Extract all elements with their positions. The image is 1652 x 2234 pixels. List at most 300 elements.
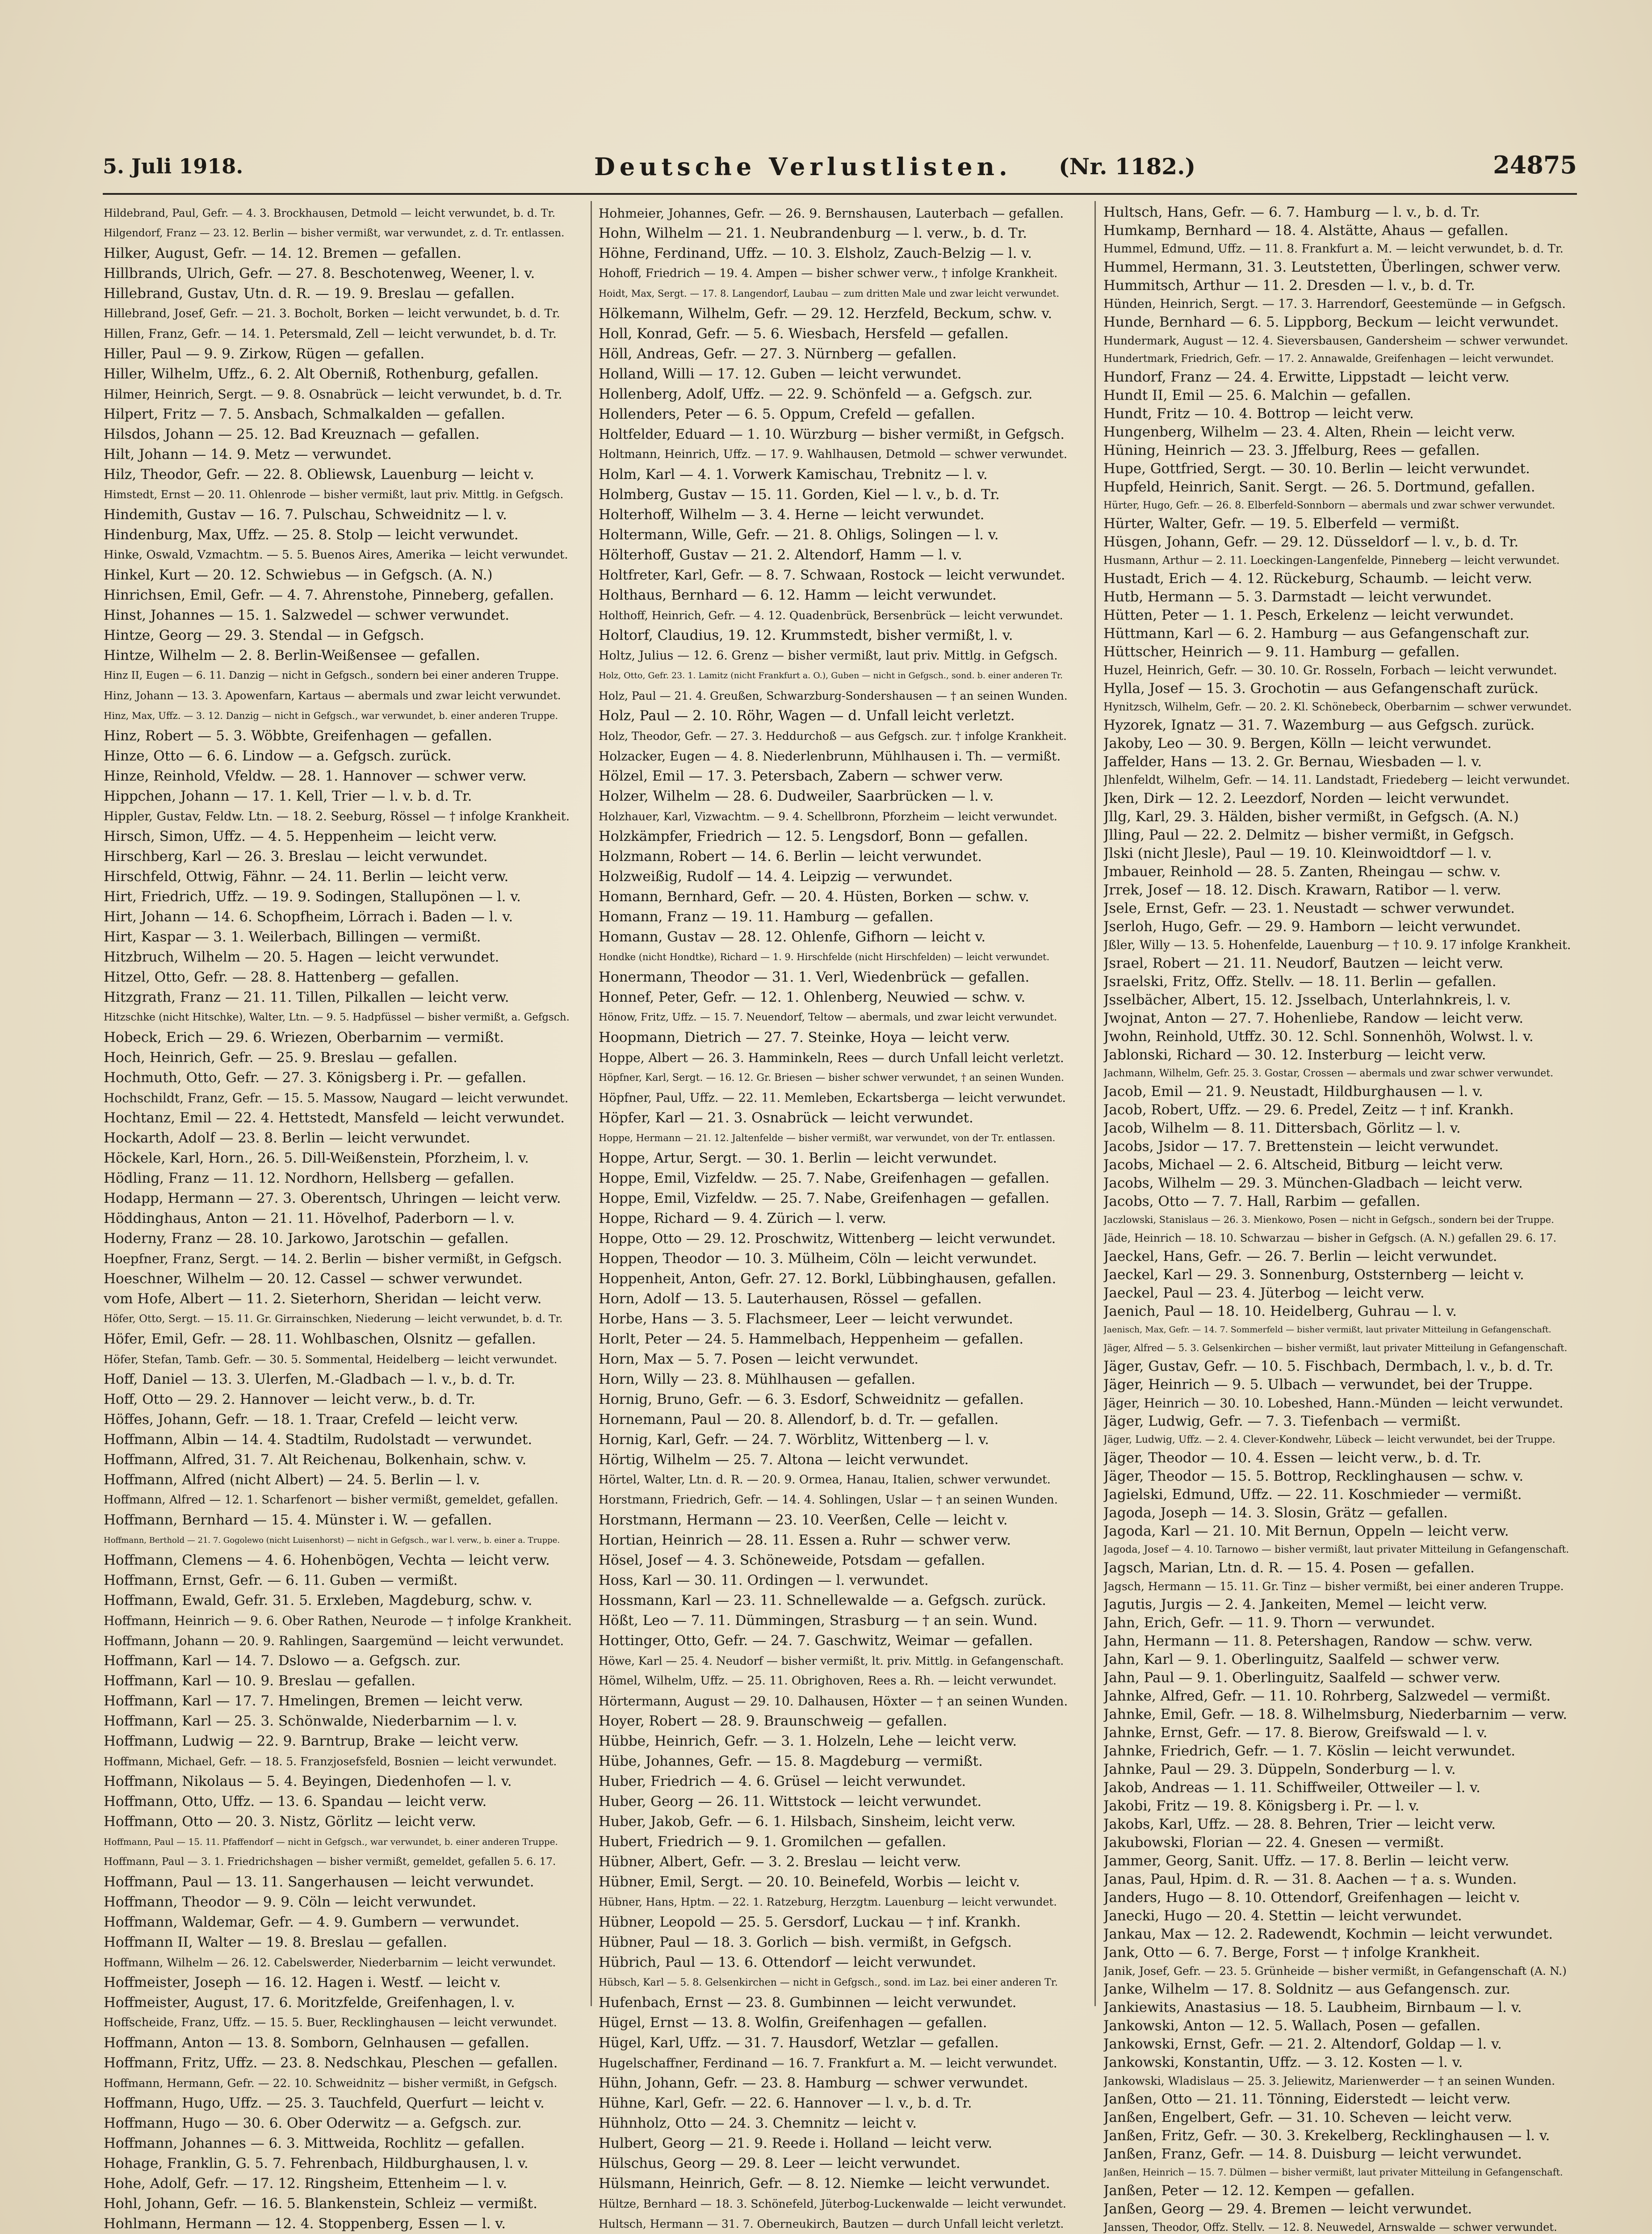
casualty-entry: Holzhauer, Karl, Vizwachtm. — 9. 4. Schellbronn, Pforzheim — leicht verwundet. <box>599 810 1057 823</box>
casualty-entry: Jahn, Hermann — 11. 8. Petershagen, Randow — schw. verw. <box>1103 1633 1533 1649</box>
casualty-entry: Hossmann, Karl — 23. 11. Schnellewalde — a. Gefgsch. zurück. <box>599 1592 1046 1608</box>
casualty-entry: Hübbe, Heinrich, Gefr. — 3. 1. Holzeln, Lehe — leicht verw. <box>599 1733 1017 1749</box>
casualty-entry: Jserloh, Hugo, Gefr. — 29. 9. Hamborn — leicht verwundet. <box>1103 919 1521 935</box>
casualty-entry: Hödling, Franz — 11. 12. Nordhorn, Hellsberg — gefallen. <box>104 1170 515 1186</box>
casualty-entry: Jken, Dirk — 12. 2. Leezdorf, Norden — leicht verwundet. <box>1103 790 1509 806</box>
casualty-entry: Höckele, Karl, Horn., 26. 5. Dill-Weißenstein, Pforzheim, l. v. <box>104 1150 529 1166</box>
casualty-entry: Jagoda, Karl — 21. 10. Mit Bernun, Oppeln — leicht verw. <box>1103 1523 1509 1539</box>
casualty-entry: Hünden, Heinrich, Sergt. — 17. 3. Harrendorf, Geestemünde — in Gefgsch. <box>1103 297 1566 311</box>
casualty-entry: Hornig, Bruno, Gefr. — 6. 3. Esdorf, Schweidnitz — gefallen. <box>599 1391 1024 1407</box>
casualty-entry: Hupfeld, Heinrich, Sanit. Sergt. — 26. 5. Dortmund, gefallen. <box>1103 479 1535 495</box>
casualty-entry: Holzkämpfer, Friedrich — 12. 5. Lengsdorf, Bonn — gefallen. <box>599 828 1028 844</box>
casualty-entry: Holthaus, Bernhard — 6. 12. Hamm — leicht verwundet. <box>599 587 997 603</box>
casualty-entry: Jllg, Karl, 29. 3. Hälden, bisher vermißt, in Gefgsch. (A. N.) <box>1103 809 1519 825</box>
casualty-entry: Jagsch, Marian, Ltn. d. R. — 15. 4. Posen — gefallen. <box>1103 1560 1475 1576</box>
casualty-entry: Holtmann, Heinrich, Uffz. — 17. 9. Wahlhausen, Detmold — schwer verwundet. <box>599 448 1068 461</box>
casualty-entry: Hoffmann, Paul — 15. 11. Pfaffendorf — nicht in Gefgsch., war verwundet, b. einer anderen Truppe. <box>104 1836 558 1847</box>
casualty-entry: Hößt, Leo — 7. 11. Dümmingen, Strasburg — † an sein. Wund. <box>599 1613 1038 1629</box>
casualty-entry: Hörtel, Walter, Ltn. d. R. — 20. 9. Ormea, Hanau, Italien, schwer verwundet. <box>599 1473 1051 1487</box>
casualty-entry: Hoffmann, Nikolaus — 5. 4. Beyingen, Diedenhofen — l. v. <box>104 1773 512 1789</box>
casualty-entry: Holtfreter, Karl, Gefr. — 8. 7. Schwaan, Rostock — leicht verwundet. <box>599 567 1065 583</box>
casualty-entry: Hitzel, Otto, Gefr. — 28. 8. Hattenberg — gefallen. <box>104 969 459 985</box>
casualty-entry: Hoffmann, Paul — 13. 11. Sangerhausen — leicht verwundet. <box>104 1874 534 1890</box>
casualty-entry: Hoidt, Max, Sergt. — 17. 8. Langendorf, Laubau — zum dritten Male und zwar leicht verwundet. <box>599 288 1060 299</box>
casualty-entry: Hohoff, Friedrich — 19. 4. Ampen — bisher schwer verw., † infolge Krankheit. <box>599 267 1058 280</box>
casualty-entry: Husmann, Arthur — 2. 11. Loeckingen-Langenfelde, Pinneberg — leicht verwundet. <box>1103 554 1560 567</box>
casualty-entry: Hoffmann, Karl — 14. 7. Dslowo — a. Gefgsch. zur. <box>104 1653 461 1669</box>
casualty-entry: Jagoda, Joseph — 14. 3. Slosin, Grätz — gefallen. <box>1103 1505 1448 1521</box>
casualty-entry: Hockarth, Adolf — 23. 8. Berlin — leicht verwundet. <box>104 1130 470 1146</box>
casualty-entry: Hübe, Johannes, Gefr. — 15. 8. Magdeburg — vermißt. <box>599 1753 983 1769</box>
casualty-entry: Jankowski, Konstantin, Uffz. — 3. 12. Kosten — l. v. <box>1103 2054 1463 2070</box>
casualty-entry: Hindemith, Gustav — 16. 7. Pulschau, Schweidnitz — l. v. <box>104 507 507 523</box>
casualty-entry: Hoffmann, Berthold — 21. 7. Gogolewo (nicht Luisenhorst) — nicht in Gefgsch., war l. verw., b. einer a. Truppe. <box>104 1536 560 1545</box>
casualty-entry: Hültze, Bernhard — 18. 3. Schönefeld, Jüterbog-Luckenwalde — leicht verwundet. <box>599 2197 1066 2210</box>
casualty-entry: Jahnke, Friedrich, Gefr. — 1. 7. Köslin — leicht verwundet. <box>1103 1743 1516 1759</box>
casualty-entry: Hiller, Wilhelm, Uffz., 6. 2. Alt Oberniß, Rothenburg, gefallen. <box>104 366 539 382</box>
casualty-entry: Jahnke, Alfred, Gefr. — 11. 10. Rohrberg, Salzwedel — vermißt. <box>1103 1688 1551 1704</box>
casualty-entry: Hoch, Heinrich, Gefr. — 25. 9. Breslau — gefallen. <box>104 1050 457 1066</box>
casualty-entry: Hoffmann, Alfred — 12. 1. Scharfenort — bisher vermißt, gemeldet, gefallen. <box>104 1493 558 1507</box>
casualty-entry: Jlski (nicht Jlesle), Paul — 19. 10. Kleinwoidtdorf — l. v. <box>1103 845 1492 861</box>
casualty-entry: Höpfner, Paul, Uffz. — 22. 11. Memleben, Eckartsberga — leicht verwundet. <box>599 1091 1066 1105</box>
casualty-entry: Hirsch, Simon, Uffz. — 4. 5. Heppenheim — leicht verw. <box>104 828 497 844</box>
casualty-entry: Hilpert, Fritz — 7. 5. Ansbach, Schmalkalden — gefallen. <box>104 406 505 422</box>
casualty-entry: Höwe, Karl — 25. 4. Neudorf — bisher vermißt, lt. priv. Mittlg. in Gefangenschaft. <box>599 1655 1064 1667</box>
casualty-entry: Hügel, Ernst — 13. 8. Wolfin, Greifenhagen — gefallen. <box>599 2015 987 2031</box>
casualty-entry: Hornemann, Paul — 20. 8. Allendorf, b. d. Tr. — gefallen. <box>599 1411 999 1428</box>
casualty-entry: Janßen, Georg — 29. 4. Bremen — leicht verwundet. <box>1103 2201 1472 2217</box>
casualty-entry: Hoffmann, Johannes — 6. 3. Mittweida, Rochlitz — gefallen. <box>104 2135 525 2151</box>
casualty-entry: Himstedt, Ernst — 20. 11. Ohlenrode — bisher vermißt, laut priv. Mittlg. in Gefgsch. <box>104 488 564 501</box>
casualty-entry: Hitzbruch, Wilhelm — 20. 5. Hagen — leicht verwundet. <box>104 949 499 965</box>
casualty-entry: Hinze, Otto — 6. 6. Lindow — a. Gefgsch. zurück. <box>104 748 452 764</box>
column-left <box>104 203 573 2234</box>
casualty-entry: Hillbrands, Ulrich, Gefr. — 27. 8. Beschotenweg, Weener, l. v. <box>104 265 535 281</box>
casualty-entry: Hüttmann, Karl — 6. 2. Hamburg — aus Gefangenschaft zur. <box>1103 626 1530 642</box>
casualty-entry: Höpfer, Karl — 21. 3. Osnabrück — leicht verwundet. <box>599 1110 973 1126</box>
casualty-entry: Homann, Bernhard, Gefr. — 20. 4. Hüsten, Borken — schw. v. <box>599 889 1030 905</box>
casualty-entry: Höhne, Ferdinand, Uffz. — 10. 3. Elsholz, Zauch-Belzig — l. v. <box>599 245 1032 261</box>
header-rule <box>103 193 1577 195</box>
casualty-entry: Hippchen, Johann — 17. 1. Kell, Trier — l. v. b. d. Tr. <box>104 788 472 804</box>
casualty-entry: Hoffmann, Theodor — 9. 9. Cöln — leicht verwundet. <box>104 1894 477 1910</box>
casualty-entry: Hoffmann, Otto — 20. 3. Nistz, Görlitz — leicht verw. <box>104 1814 476 1830</box>
casualty-entry: Hinz, Max, Uffz. — 3. 12. Danzig — nicht in Gefgsch., war verwundet, b. einer anderen Truppe. <box>104 710 558 721</box>
casualty-entry: Hyzorek, Ignatz — 31. 7. Wazemburg — aus Gefgsch. zurück. <box>1103 717 1535 733</box>
casualty-entry: Honermann, Theodor — 31. 1. Verl, Wiedenbrück — gefallen. <box>599 969 1030 985</box>
casualty-entry: Höfer, Emil, Gefr. — 28. 11. Wohlbaschen, Olsnitz — gefallen. <box>104 1331 536 1347</box>
casualty-entry: Hoffmann, Hugo, Uffz. — 25. 3. Tauchfeld, Querfurt — leicht v. <box>104 2095 545 2111</box>
casualty-entry: Horlt, Peter — 24. 5. Hammelbach, Heppenheim — gefallen. <box>599 1331 1024 1347</box>
casualty-entry: Hulbert, Georg — 21. 9. Reede i. Holland — leicht verw. <box>599 2135 993 2151</box>
casualty-entry: Holz, Paul — 2. 10. Röhr, Wagen — d. Unfall leicht verletzt. <box>599 708 1015 724</box>
casualty-entry: Jahnke, Paul — 29. 3. Düppeln, Sonderburg — l. v. <box>1103 1761 1456 1777</box>
casualty-entry: Hillen, Franz, Gefr. — 14. 1. Petersmald, Zell — leicht verwundet, b. d. Tr. <box>104 327 557 341</box>
casualty-entry: Hitzschke (nicht Hitschke), Walter, Ltn. — 9. 5. Hadpfüssel — bisher vermißt, a. Gefgsch. <box>104 1012 570 1023</box>
casualty-entry: Hinkel, Kurt — 20. 12. Schwiebus — in Gefgsch. (A. N.) <box>104 567 493 583</box>
casualty-entry: Hoffmann, Alfred (nicht Albert) — 24. 5. Berlin — l. v. <box>104 1472 480 1488</box>
casualty-entry: Hundertmark, Friedrich, Gefr. — 17. 2. Annawalde, Greifenhagen — leicht verwundet. <box>1103 353 1554 365</box>
casualty-entry: Hundt, Fritz — 10. 4. Bottrop — leicht verw. <box>1103 406 1414 422</box>
casualty-entry: Hippler, Gustav, Feldw. Ltn. — 18. 2. Seeburg, Rössel — † infolge Krankheit. <box>104 810 570 823</box>
casualty-entry: Hoffmann, Waldemar, Gefr. — 4. 9. Gumbern — verwundet. <box>104 1914 520 1930</box>
casualty-entry: Janik, Josef, Gefr. — 23. 5. Grünheide — bisher vermißt, in Gefangenschaft (A. N.) <box>1103 1965 1567 1978</box>
casualty-entry: Hoffmann, Bernhard — 15. 4. Münster i. W. — gefallen. <box>104 1512 492 1528</box>
casualty-entry: Jaenisch, Max, Gefr. — 14. 7. Sommerfeld — bisher vermißt, laut privater Mitteilung in Gefangenschaft. <box>1103 1325 1551 1335</box>
casualty-entry: Hilmer, Heinrich, Sergt. — 9. 8. Osnabrück — leicht verwundet, b. d. Tr. <box>104 387 562 402</box>
casualty-entry: Hohage, Franklin, G. 5. 7. Fehrenbach, Hildburghausen, l. v. <box>104 2155 528 2171</box>
casualty-entry: Hoopmann, Dietrich — 27. 7. Steinke, Hoya — leicht verw. <box>599 1029 1010 1046</box>
casualty-entry: Hinz, Robert — 5. 3. Wöbbte, Greifenhagen — gefallen. <box>104 728 492 744</box>
casualty-entry: Hülschus, Georg — 29. 8. Leer — leicht verwundet. <box>599 2155 960 2171</box>
casualty-entry: Hörtermann, August — 29. 10. Dalhausen, Höxter — † an seinen Wunden. <box>599 1694 1068 1709</box>
casualty-entry: Hoffmann, Paul — 3. 1. Friedrichshagen — bisher vermißt, gemeldet, gefallen 5. 6. 17. <box>104 1856 556 1868</box>
casualty-entry: Jaeckel, Paul — 23. 4. Jüterbog — leicht verw. <box>1103 1285 1425 1301</box>
casualty-entry: Jagsch, Hermann — 15. 11. Gr. Tinz — bisher vermißt, bei einer anderen Truppe. <box>1103 1580 1564 1593</box>
casualty-entry: Hollenders, Peter — 6. 5. Oppum, Crefeld — gefallen. <box>599 406 975 422</box>
casualty-entry: Jäde, Heinrich — 18. 10. Schwarzau — bisher in Gefgsch. (A. N.) gefallen 29. 6. 17. <box>1103 1232 1557 1244</box>
casualty-entry: Humkamp, Bernhard — 18. 4. Alstätte, Ahaus — gefallen. <box>1103 223 1509 239</box>
casualty-entry: Jmbauer, Reinhold — 28. 5. Zanten, Rheingau — schw. v. <box>1103 864 1501 880</box>
casualty-entry: Hoffmann II, Walter — 19. 8. Breslau — gefallen. <box>104 1934 448 1950</box>
casualty-entry: Hoffmann, Fritz, Uffz. — 23. 8. Nedschkau, Pleschen — gefallen. <box>104 2055 558 2071</box>
casualty-entry: Jankowski, Anton — 12. 5. Wallach, Posen — gefallen. <box>1103 2018 1481 2034</box>
casualty-entry: Jaeckel, Hans, Gefr. — 26. 7. Berlin — leicht verwundet. <box>1103 1248 1497 1264</box>
column-right <box>1103 203 1572 2234</box>
casualty-entry: Jäger, Alfred — 5. 3. Gelsenkirchen — bisher vermißt, laut privater Mitteilung in Gefangenschaft. <box>1103 1343 1568 1353</box>
casualty-entry: Jahn, Karl — 9. 1. Oberlinguitz, Saalfeld — schwer verw. <box>1103 1651 1500 1667</box>
casualty-entry: Hobeck, Erich — 29. 6. Wriezen, Oberbarnim — vermißt. <box>104 1029 504 1046</box>
casualty-entry: Hinke, Oswald, Vzmachtm. — 5. 5. Buenos Aires, Amerika — leicht verwundet. <box>104 548 568 562</box>
casualty-entry: Hufenbach, Ernst — 23. 8. Gumbinnen — leicht verwundet. <box>599 1995 1017 2011</box>
casualty-entry: Jsselbächer, Albert, 15. 12. Jsselbach, Unterlahnkreis, l. v. <box>1103 992 1511 1008</box>
casualty-entry: Janßen, Franz, Gefr. — 14. 8. Duisburg — leicht verwundet. <box>1103 2146 1522 2162</box>
casualty-entry: Horstmann, Friedrich, Gefr. — 14. 4. Sohlingen, Uslar — † an seinen Wunden. <box>599 1493 1058 1507</box>
casualty-entry: Hitzgrath, Franz — 21. 11. Tillen, Pilkallen — leicht verw. <box>104 989 509 1005</box>
casualty-entry: Hübner, Albert, Gefr. — 3. 2. Breslau — leicht verw. <box>599 1854 961 1870</box>
casualty-entry: Janßen, Otto — 21. 11. Tönning, Eiderstedt — leicht verw. <box>1103 2091 1511 2107</box>
casualty-entry: Hustadt, Erich — 4. 12. Rückeburg, Schaumb. — leicht verw. <box>1103 571 1532 587</box>
casualty-entry: Jakoby, Leo — 30. 9. Bergen, Kölln — leicht verwundet. <box>1103 735 1492 752</box>
casualty-entry: Hinze, Reinhold, Vfeldw. — 28. 1. Hannover — schwer verw. <box>104 768 527 784</box>
casualty-entry: Jhlenfeldt, Wilhelm, Gefr. — 14. 11. Landstadt, Friedeberg — leicht verwundet. <box>1103 773 1570 787</box>
casualty-entry: Jahn, Paul — 9. 1. Oberlinguitz, Saalfeld — schwer verw. <box>1103 1670 1501 1686</box>
casualty-entry: Hoppe, Hermann — 21. 12. Jaltenfelde — bisher vermißt, war verwundet, von der Tr. entlassen. <box>599 1133 1056 1143</box>
casualty-entry: Hubert, Friedrich — 9. 1. Gromilchen — gefallen. <box>599 1834 947 1850</box>
casualty-entry: Hutb, Hermann — 5. 3. Darmstadt — leicht verwundet. <box>1103 589 1492 605</box>
casualty-entry: Hirt, Johann — 14. 6. Schopfheim, Lörrach i. Baden — l. v. <box>104 909 513 925</box>
casualty-entry: Hohlmann, Hermann — 12. 4. Stoppenberg, Essen — l. v. <box>104 2216 506 2232</box>
casualty-entry: Jagielski, Edmund, Uffz. — 22. 11. Koschmieder — vermißt. <box>1103 1487 1522 1503</box>
casualty-entry: Jankowski, Wladislaus — 25. 3. Jeliewitz, Marienwerder — † an seinen Wunden. <box>1103 2074 1556 2087</box>
casualty-entry: Hübner, Hans, Hptm. — 22. 1. Ratzeburg, Herzgtm. Lauenburg — leicht verwundet. <box>599 1896 1057 1908</box>
casualty-entry: Jaffelder, Hans — 13. 2. Gr. Bernau, Wiesbaden — l. v. <box>1103 754 1482 770</box>
casualty-entry: Jsrael, Robert — 21. 11. Neudorf, Bautzen — leicht verw. <box>1103 955 1504 971</box>
casualty-entry: Jammer, Georg, Sanit. Uffz. — 17. 8. Berlin — leicht verw. <box>1103 1853 1509 1869</box>
casualty-entry: Janßen, Heinrich — 15. 7. Dülmen — bisher vermißt, laut privater Mitteilung in Gefangenschaft. <box>1103 2167 1563 2178</box>
casualty-entry: Jank, Otto — 6. 7. Berge, Forst — † infolge Krankheit. <box>1103 1944 1480 1961</box>
casualty-entry: Hühne, Karl, Gefr. — 22. 6. Hannover — l. v., b. d. Tr. <box>599 2095 972 2111</box>
casualty-entry: Hürter, Walter, Gefr. — 19. 5. Elberfeld — vermißt. <box>1103 516 1460 532</box>
casualty-entry: Hoppenheit, Anton, Gefr. 27. 12. Borkl, Lübbinghausen, gefallen. <box>599 1271 1057 1287</box>
casualty-entry: Hochschildt, Franz, Gefr. — 15. 5. Massow, Naugard — leicht verwundet. <box>104 1091 569 1105</box>
casualty-entry: Hirt, Kaspar — 3. 1. Weilerbach, Billingen — vermißt. <box>104 929 481 945</box>
casualty-entry: Holzacker, Eugen — 4. 8. Niederlenbrunn, Mühlhausen i. Th. — vermißt. <box>599 749 1061 764</box>
casualty-entry: Hübrich, Paul — 13. 6. Ottendorf — leicht verwundet. <box>599 1954 977 1970</box>
casualty-entry: Horstmann, Hermann — 23. 10. Veerßen, Celle — leicht v. <box>599 1512 1008 1528</box>
casualty-entry: Hügel, Karl, Uffz. — 31. 7. Hausdorf, Wetzlar — gefallen. <box>599 2035 999 2051</box>
column-divider <box>1094 201 1096 2006</box>
casualty-entry: Jäger, Gustav, Gefr. — 10. 5. Fischbach, Dermbach, l. v., b. d. Tr. <box>1103 1358 1554 1374</box>
casualty-entry: Höddinghaus, Anton — 21. 11. Hövelhof, Paderborn — l. v. <box>104 1210 515 1226</box>
casualty-entry: Hoffmann, Hermann, Gefr. — 22. 10. Schweidnitz — bisher vermißt, in Gefgsch. <box>104 2077 558 2090</box>
casualty-entry: Hoffmann, Heinrich — 9. 6. Ober Rathen, Neurode — † infolge Krankheit. <box>104 1613 572 1628</box>
casualty-entry: Hoppen, Theodor — 10. 3. Mülheim, Cöln — leicht verwundet. <box>599 1251 1037 1267</box>
casualty-entry: Hohe, Adolf, Gefr. — 17. 12. Ringsheim, Ettenheim — l. v. <box>104 2175 507 2192</box>
casualty-entry: Hinz II, Eugen — 6. 11. Danzig — nicht in Gefgsch., sondern bei einer anderen Truppe. <box>104 670 559 681</box>
casualty-entry: Hilgendorf, Franz — 23. 12. Berlin — bisher vermißt, war verwundet, z. d. Tr. entlassen. <box>104 227 565 239</box>
casualty-entry: Hollenberg, Adolf, Uffz. — 22. 9. Schönfeld — a. Gefgsch. zur. <box>599 386 1033 402</box>
casualty-entry: Janßen, Engelbert, Gefr. — 31. 10. Scheven — leicht verw. <box>1103 2109 1512 2125</box>
casualty-entry: Hinst, Johannes — 15. 1. Salzwedel — schwer verwundet. <box>104 607 510 623</box>
casualty-entry: Hintze, Wilhelm — 2. 8. Berlin-Weißensee — gefallen. <box>104 647 480 663</box>
casualty-entry: Hoderny, Franz — 28. 10. Jarkowo, Jarotschin — gefallen. <box>104 1230 509 1247</box>
casualty-entry: Hoeschner, Wilhelm — 20. 12. Cassel — schwer verwundet. <box>104 1271 523 1287</box>
casualty-entry: Janke, Wilhelm — 17. 8. Soldnitz — aus Gefangensch. zur. <box>1103 1981 1510 1997</box>
casualty-entry: Hüning, Heinrich — 23. 3. Jffelburg, Rees — gefallen. <box>1103 442 1480 458</box>
casualty-entry: Holterhoff, Wilhelm — 3. 4. Herne — leicht verwundet. <box>599 507 985 523</box>
casualty-entry: Hoppe, Albert — 26. 3. Hamminkeln, Rees — durch Unfall leicht verletzt. <box>599 1050 1064 1065</box>
casualty-entry: Huzel, Heinrich, Gefr. — 30. 10. Gr. Rosseln, Forbach — leicht verwundet. <box>1103 663 1557 677</box>
casualty-entry: Hinz, Johann — 13. 3. Apowenfarn, Kartaus — abermals und zwar leicht verwundet. <box>104 689 561 702</box>
casualty-entry: Huber, Jakob, Gefr. — 6. 1. Hilsbach, Sinsheim, leicht verw. <box>599 1814 1016 1830</box>
casualty-entry: Hylla, Josef — 15. 3. Grochotin — aus Gefangenschaft zurück. <box>1103 680 1539 697</box>
casualty-entry: Hundorf, Franz — 24. 4. Erwitte, Lippstadt — leicht verw. <box>1103 369 1509 385</box>
casualty-entry: Hundermark, August — 12. 4. Sieversbausen, Gandersheim — schwer verwundet. <box>1103 334 1568 347</box>
casualty-entry: Hönow, Fritz, Uffz. — 15. 7. Neuendorf, Teltow — abermals, und zwar leicht verwundet. <box>599 1012 1057 1023</box>
casualty-entry: Hoppe, Richard — 9. 4. Zürich — l. verw. <box>599 1210 887 1226</box>
casualty-entry: Jacob, Emil — 21. 9. Neustadt, Hildburghausen — l. v. <box>1103 1083 1483 1100</box>
casualty-entry: Hühnholz, Otto — 24. 3. Chemnitz — leicht v. <box>599 2115 917 2131</box>
casualty-entry: Hösel, Josef — 4. 3. Schöneweide, Potsdam — gefallen. <box>599 1552 985 1568</box>
casualty-entry: Hoyer, Robert — 28. 9. Braunschweig — gefallen. <box>599 1713 948 1729</box>
casualty-entry: Hortian, Heinrich — 28. 11. Essen a. Ruhr — schwer verw. <box>599 1532 1011 1548</box>
casualty-entry: Hillebrand, Gustav, Utn. d. R. — 19. 9. Breslau — gefallen. <box>104 286 515 302</box>
casualty-entry: Janas, Paul, Hpim. d. R. — 31. 8. Aachen — † a. s. Wunden. <box>1103 1871 1517 1887</box>
casualty-entry: Hilsdos, Johann — 25. 12. Bad Kreuznach — gefallen. <box>104 426 480 442</box>
casualty-entry: Hoffmann, Hugo — 30. 6. Ober Oderwitz — a. Gefgsch. zur. <box>104 2115 522 2131</box>
casualty-entry: Jäger, Ludwig, Uffz. — 2. 4. Clever-Kondwehr, Lübeck — leicht verwundet, bei der Truppe. <box>1103 1434 1556 1445</box>
casualty-entry: Hornig, Karl, Gefr. — 24. 7. Wörblitz, Wittenberg — l. v. <box>599 1432 989 1448</box>
casualty-entry: Honnef, Peter, Gefr. — 12. 1. Ohlenberg, Neuwied — schw. v. <box>599 989 1026 1005</box>
casualty-entry: Hirschberg, Karl — 26. 3. Breslau — leicht verwundet. <box>104 848 488 865</box>
casualty-entry: Holz, Theodor, Gefr. — 27. 3. Heddurchoß — aus Gefgsch. zur. † infolge Krankheit. <box>599 730 1067 743</box>
casualty-entry: Horn, Max — 5. 7. Posen — leicht verwundet. <box>599 1351 919 1367</box>
casualty-entry: Holtz, Julius — 12. 6. Grenz — bisher vermißt, laut priv. Mittlg. in Gefgsch. <box>599 649 1058 663</box>
casualty-entry: Homann, Franz — 19. 11. Hamburg — gefallen. <box>599 909 934 925</box>
casualty-entry: Jwojnat, Anton — 27. 7. Hohenliebe, Randow — leicht verw. <box>1103 1010 1524 1026</box>
casualty-entry: Hoffmann, Michael, Gefr. — 18. 5. Franzjosefsfeld, Bosnien — leicht verwundet. <box>104 1755 557 1768</box>
casualty-entry: Holzweißig, Rudolf — 14. 4. Leipzig — verwundet. <box>599 869 953 885</box>
casualty-entry: Janßen, Peter — 12. 12. Kempen — gefallen. <box>1103 2183 1415 2199</box>
casualty-entry: Hillebrand, Josef, Gefr. — 21. 3. Bocholt, Borken — leicht verwundet, b. d. Tr. <box>104 307 560 320</box>
casualty-entry: Höfer, Otto, Sergt. — 15. 11. Gr. Girrainschken, Niederung — leicht verwundet, b. d. Tr. <box>104 1313 563 1325</box>
casualty-entry: Holzmann, Robert — 14. 6. Berlin — leicht verwundet. <box>599 848 982 865</box>
casualty-entry: Jäger, Theodor — 15. 5. Bottrop, Recklinghausen — schw. v. <box>1103 1468 1524 1484</box>
casualty-entry: Hoffmann, Ernst, Gefr. — 6. 11. Guben — vermißt. <box>104 1572 458 1588</box>
casualty-entry: Hummel, Edmund, Uffz. — 11. 8. Frankfurt a. M. — leicht verwundet, b. d. Tr. <box>1103 242 1564 256</box>
issue-date: 5. Juli 1918. <box>103 154 243 178</box>
casualty-entry: Hohl, Johann, Gefr. — 16. 5. Blankenstein, Schleiz — vermißt. <box>104 2196 537 2212</box>
casualty-entry: Hohn, Wilhelm — 21. 1. Neubrandenburg — l. verw., b. d. Tr. <box>599 225 1027 241</box>
casualty-entry: Jäger, Theodor — 10. 4. Essen — leicht verw., b. d. Tr. <box>1103 1450 1481 1466</box>
casualty-entry: Jahnke, Emil, Gefr. — 18. 8. Wilhelmsburg, Niederbarnim — verw. <box>1103 1706 1568 1722</box>
casualty-entry: Hirt, Friedrich, Uffz. — 19. 9. Sodingen, Stallupönen — l. v. <box>104 889 521 905</box>
casualty-entry: Hölterhoff, Gustav — 21. 2. Altendorf, Hamm — l. v. <box>599 547 962 563</box>
casualty-entry: Hüttscher, Heinrich — 9. 11. Hamburg — gefallen. <box>1103 644 1460 660</box>
casualty-entry: Jahnke, Ernst, Gefr. — 17. 8. Bierow, Greifswald — l. v. <box>1103 1725 1488 1741</box>
casualty-entry: Hugelschaffner, Ferdinand — 16. 7. Frankfurt a. M. — leicht verwundet. <box>599 2056 1057 2070</box>
casualty-entry: Jäger, Ludwig, Gefr. — 7. 3. Tiefenbach — vermißt. <box>1103 1413 1461 1429</box>
casualty-entry: Hoffmann, Karl — 25. 3. Schönwalde, Niederbarnim — l. v. <box>104 1713 517 1729</box>
casualty-entry: Höll, Andreas, Gefr. — 27. 3. Nürnberg — gefallen. <box>599 346 957 362</box>
casualty-entry: Hoppe, Emil, Vizfeldw. — 25. 7. Nabe, Greifenhagen — gefallen. <box>599 1190 1050 1206</box>
casualty-entry: Hochtanz, Emil — 22. 4. Hettstedt, Mansfeld — leicht verwundet. <box>104 1110 565 1126</box>
casualty-entry: Höffes, Johann, Gefr. — 18. 1. Traar, Crefeld — leicht verw. <box>104 1411 518 1428</box>
casualty-entry: Holtorf, Claudius, 19. 12. Krummstedt, bisher vermißt, l. v. <box>599 627 1013 643</box>
casualty-entry: Jacob, Wilhelm — 8. 11. Dittersbach, Görlitz — l. v. <box>1103 1120 1461 1136</box>
issue-number: (Nr. 1182.) <box>1059 153 1196 180</box>
casualty-entry: Jaeckel, Karl — 29. 3. Sonnenburg, Oststernberg — leicht v. <box>1103 1267 1524 1283</box>
casualty-entry: Hürter, Hugo, Gefr. — 26. 8. Elberfeld-Sonnborn — abermals und zwar schwer verwundet. <box>1103 500 1556 511</box>
casualty-entry: Hoff, Daniel — 13. 3. Ulerfen, M.-Gladbach — l. v., b. d. Tr. <box>104 1371 516 1387</box>
casualty-entry: Jankowski, Ernst, Gefr. — 21. 2. Altendorf, Goldap — l. v. <box>1103 2036 1502 2052</box>
casualty-entry: Holmberg, Gustav — 15. 11. Gorden, Kiel — l. v., b. d. Tr. <box>599 487 1000 503</box>
casualty-entry: Hoffmeister, Joseph — 16. 12. Hagen i. Westf. — leicht v. <box>104 1974 501 1990</box>
casualty-entry: Jsele, Ernst, Gefr. — 23. 1. Neustadt — schwer verwundet. <box>1103 900 1515 916</box>
casualty-entry: Hunde, Bernhard — 6. 5. Lippborg, Beckum — leicht verwundet. <box>1103 314 1559 330</box>
casualty-entry: Hintze, Georg — 29. 3. Stendal — in Gefgsch. <box>104 627 424 643</box>
casualty-entry: Holzer, Wilhelm — 28. 6. Dudweiler, Saarbrücken — l. v. <box>599 788 994 804</box>
casualty-entry: Hundt II, Emil — 25. 6. Malchin — gefallen. <box>1103 387 1411 403</box>
casualty-entry: Hilker, August, Gefr. — 14. 12. Bremen — gefallen. <box>104 245 461 261</box>
casualty-entry: Hoffscheide, Franz, Uffz. — 15. 5. Buer, Recklinghausen — leicht verwundet. <box>104 2016 557 2029</box>
casualty-entry: Hohmeier, Johannes, Gefr. — 26. 9. Bernshausen, Lauterbach — gefallen. <box>599 206 1064 221</box>
casualty-entry: Hoffmann, Anton — 13. 8. Somborn, Gelnhausen — gefallen. <box>104 2035 529 2051</box>
casualty-entry: Hübner, Emil, Sergt. — 20. 10. Beinefeld, Worbis — leicht v. <box>599 1874 1020 1890</box>
casualty-entry: Hirschfeld, Ottwig, Fähnr. — 24. 11. Berlin — leicht verw. <box>104 869 509 885</box>
casualty-entry: Jaenich, Paul — 18. 10. Heidelberg, Guhrau — l. v. <box>1103 1303 1457 1319</box>
casualty-entry: Hübner, Paul — 18. 3. Gorlich — bish. vermißt, in Gefgsch. <box>599 1934 1012 1950</box>
casualty-entry: Hondke (nicht Hondtke), Richard — 1. 9. Hirschfelde (nicht Hirschfelden) — leicht verwundet. <box>599 952 1050 962</box>
casualty-entry: Hochmuth, Otto, Gefr. — 27. 3. Königsberg i. Pr. — gefallen. <box>104 1070 527 1086</box>
casualty-entry: Horn, Willy — 23. 8. Mühlhausen — gefallen. <box>599 1371 916 1387</box>
casualty-entry: Hultsch, Hermann — 31. 7. Oberneukirch, Bautzen — durch Unfall leicht verletzt. <box>599 2217 1064 2230</box>
casualty-entry: Jablonski, Richard — 30. 12. Insterburg — leicht verw. <box>1103 1047 1486 1063</box>
casualty-entry: Hilz, Theodor, Gefr. — 22. 8. Obliewsk, Lauenburg — leicht v. <box>104 466 534 483</box>
casualty-entry: Hoffmann, Alfred, 31. 7. Alt Reichenau, Bolkenhain, schw. v. <box>104 1452 527 1468</box>
casualty-entry: Jäger, Heinrich — 30. 10. Lobeshed, Hann.-Münden — leicht verwundet. <box>1103 1396 1564 1411</box>
casualty-entry: Jäger, Heinrich — 9. 5. Ulbach — verwundet, bei der Truppe. <box>1103 1377 1533 1393</box>
casualty-entry: Hoffmann, Wilhelm — 26. 12. Cabelswerder, Niederbarnim — leicht verwundet. <box>104 1956 556 1969</box>
casualty-entry: Hoffmeister, August, 17. 6. Moritzfelde, Greifenhagen, l. v. <box>104 1995 515 2011</box>
page-header <box>103 150 1577 190</box>
casualty-entry: Jacobs, Jsidor — 17. 7. Brettenstein — leicht verwundet. <box>1103 1138 1499 1155</box>
casualty-entry: Jakubowski, Florian — 22. 4. Gnesen — vermißt. <box>1103 1835 1444 1851</box>
casualty-entry: Hoppe, Artur, Sergt. — 30. 1. Berlin — leicht verwundet. <box>599 1150 997 1166</box>
casualty-entry: Holtfelder, Eduard — 1. 10. Würzburg — bisher vermißt, in Gefgsch. <box>599 427 1065 442</box>
casualty-entry: Hübsch, Karl — 5. 8. Gelsenkirchen — nicht in Gefgsch., sond. im Laz. bei einer anderen Tr. <box>599 1977 1058 1988</box>
casualty-entry: Hoffmann, Ewald, Gefr. 31. 5. Erxleben, Magdeburg, schw. v. <box>104 1592 532 1608</box>
casualty-entry: Hoepfner, Franz, Sergt. — 14. 2. Berlin — bisher vermißt, in Gefgsch. <box>104 1251 562 1266</box>
casualty-entry: Jakob, Andreas — 1. 11. Schiffweiler, Ottweiler — l. v. <box>1103 1780 1480 1796</box>
casualty-entry: Hoffmann, Ludwig — 22. 9. Barntrup, Brake — leicht verw. <box>104 1733 519 1749</box>
casualty-entry: Hoffmann, Johann — 20. 9. Rahlingen, Saargemünd — leicht verwundet. <box>104 1634 564 1648</box>
casualty-entry: Hodapp, Hermann — 27. 3. Oberentsch, Uhringen — leicht verw. <box>104 1190 561 1206</box>
casualty-entry: Jachmann, Wilhelm, Gefr. 25. 3. Gostar, Crossen — abermals und zwar schwer verwundet. <box>1103 1068 1554 1079</box>
column-divider <box>591 201 592 2006</box>
casualty-entry: Jwohn, Reinhold, Utffz. 30. 12. Schl. Sonnenhöh, Wolwst. l. v. <box>1103 1029 1534 1045</box>
casualty-entry: Hultsch, Hans, Gefr. — 6. 7. Hamburg — l. v., b. d. Tr. <box>1103 204 1480 220</box>
casualty-entry: Hildebrand, Paul, Gefr. — 4. 3. Brockhausen, Detmold — leicht verwundet, b. d. Tr. <box>104 207 556 219</box>
casualty-entry: Jrrek, Josef — 18. 12. Disch. Krawarn, Ratibor — l. verw. <box>1103 882 1501 898</box>
casualty-entry: Holm, Karl — 4. 1. Vorwerk Kamischau, Trebnitz — l. v. <box>599 466 988 483</box>
casualty-entry: Janssen, Theodor, Offz. Stellv. — 12. 8. Neuwedel, Arnswalde — schwer verwundet. <box>1103 2221 1557 2234</box>
casualty-entry: Horbe, Hans — 3. 5. Flachsmeer, Leer — leicht verwundet. <box>599 1311 1013 1327</box>
casualty-entry: Hömel, Wilhelm, Uffz. — 25. 11. Obrighoven, Rees a. Rh. — leicht verwundet. <box>599 1674 1057 1688</box>
casualty-entry: Hühn, Johann, Gefr. — 23. 8. Hamburg — schwer verwundet. <box>599 2075 1028 2091</box>
casualty-entry: Jsraelski, Fritz, Offz. Stellv. — 18. 11. Berlin — gefallen. <box>1103 974 1497 990</box>
casualty-entry: Homann, Gustav — 28. 12. Ohlenfe, Gifhorn — leicht v. <box>599 929 986 945</box>
casualty-entry: Hoppe, Emil, Vizfeldw. — 25. 7. Nabe, Greifenhagen — gefallen. <box>599 1170 1050 1186</box>
casualty-entry: Hynitzsch, Wilhelm, Gefr. — 20. 2. Kl. Schönebeck, Oberbarnim — schwer verwundet. <box>1103 701 1572 713</box>
casualty-entry: Hoff, Otto — 29. 2. Hannover — leicht verw., b. d. Tr. <box>104 1391 476 1407</box>
casualty-entry: Hölzel, Emil — 17. 3. Petersbach, Zabern — schwer verw. <box>599 768 1003 784</box>
casualty-entry: Jacobs, Michael — 2. 6. Altscheid, Bitburg — leicht verw. <box>1103 1157 1504 1173</box>
casualty-entry: Horn, Adolf — 13. 5. Lauterhausen, Rössel — gefallen. <box>599 1291 982 1307</box>
casualty-entry: Janecki, Hugo — 20. 4. Stettin — leicht verwundet. <box>1103 1908 1462 1924</box>
casualty-entry: Jankau, Max — 12. 2. Radewendt, Kochmin — leicht verwundet. <box>1103 1926 1553 1942</box>
casualty-entry: Hilt, Johann — 14. 9. Metz — verwundet. <box>104 446 392 462</box>
casualty-entry: Huber, Georg — 26. 11. Wittstock — leicht verwundet. <box>599 1793 982 1810</box>
casualty-entry: Jagutis, Jurgis — 2. 4. Jankeiten, Memel — leicht verw. <box>1103 1596 1488 1613</box>
casualty-entry: vom Hofe, Albert — 11. 2. Sieterhorn, Sheridan — leicht verw. <box>104 1291 542 1307</box>
casualty-entry: Hoffmann, Karl — 10. 9. Breslau — gefallen. <box>104 1673 415 1689</box>
casualty-entry: Jlling, Paul — 22. 2. Delmitz — bisher vermißt, in Gefgsch. <box>1103 827 1514 843</box>
casualty-entry: Holtermann, Wille, Gefr. — 21. 8. Ohligs, Solingen — l. v. <box>599 527 999 543</box>
casualty-entry: Höfer, Stefan, Tamb. Gefr. — 30. 5. Sommental, Heidelberg — leicht verwundet. <box>104 1353 558 1366</box>
casualty-entry: Holz, Otto, Gefr. 23. 1. Lamitz (nicht Frankfurt a. O.), Guben — nicht in Gefgsch., sond. b. einer anderen Tr. <box>599 671 1063 680</box>
casualty-entry: Hummitsch, Arthur — 11. 2. Dresden — l. v., b. d. Tr. <box>1103 277 1475 294</box>
casualty-entry: Jankiewits, Anastasius — 18. 5. Laubheim, Birnbaum — l. v. <box>1103 1999 1522 2016</box>
casualty-entry: Jakobs, Karl, Uffz. — 28. 8. Behren, Trier — leicht verw. <box>1103 1816 1496 1832</box>
casualty-entry: Jacobs, Wilhelm — 29. 3. München-Gladbach — leicht verw. <box>1103 1175 1523 1191</box>
casualty-entry: Hüsgen, Johann, Gefr. — 29. 12. Düsseldorf — l. v., b. d. Tr. <box>1103 534 1519 550</box>
casualty-entry: Hölkemann, Wilhelm, Gefr. — 29. 12. Herzfeld, Beckum, schw. v. <box>599 306 1052 322</box>
casualty-entry: Hübner, Leopold — 25. 5. Gersdorf, Luckau — † inf. Krankh. <box>599 1914 1021 1930</box>
casualty-entry: Hinrichsen, Emil, Gefr. — 4. 7. Ahrenstohe, Pinneberg, gefallen. <box>104 587 554 603</box>
casualty-entry: Hindenburg, Max, Uffz. — 25. 8. Stolp — leicht verwundet. <box>104 527 519 543</box>
casualty-entry: Hörtig, Wilhelm — 25. 7. Altona — leicht verwundet. <box>599 1452 969 1468</box>
casualty-entry: Jßler, Willy — 13. 5. Hohenfelde, Lauenburg — † 10. 9. 17 infolge Krankheit. <box>1103 938 1571 952</box>
casualty-entry: Hottinger, Otto, Gefr. — 24. 7. Gaschwitz, Weimar — gefallen. <box>599 1633 1033 1649</box>
casualty-entry: Janßen, Fritz, Gefr. — 30. 3. Krekelberg, Recklinghausen — l. v. <box>1103 2128 1550 2144</box>
casualty-entry: Holthoff, Heinrich, Gefr. — 4. 12. Quadenbrück, Bersenbrück — leicht verwundet. <box>599 609 1063 622</box>
publication-title: Deutsche Verlustlisten. <box>594 152 1012 181</box>
casualty-entry: Hoffmann, Karl — 17. 7. Hmelingen, Bremen — leicht verw. <box>104 1693 523 1709</box>
casualty-entry: Hummel, Hermann, 31. 3. Leutstetten, Überlingen, schwer verw. <box>1103 259 1561 275</box>
